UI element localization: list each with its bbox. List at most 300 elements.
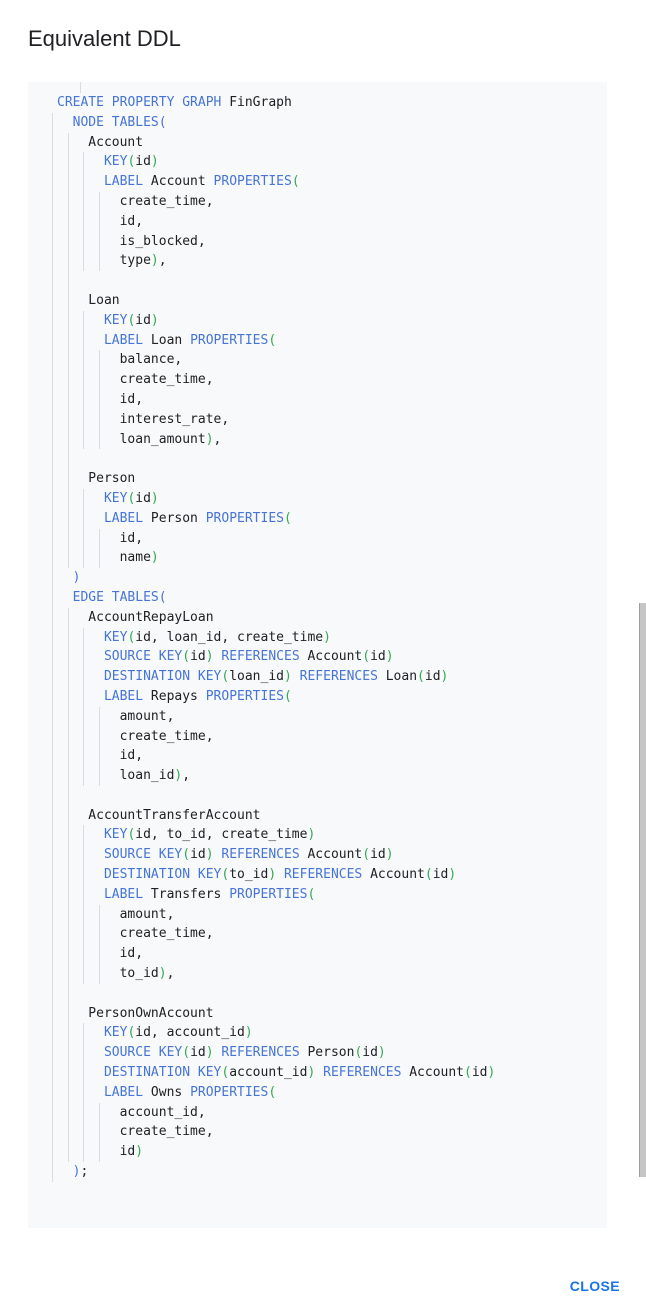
indent-guide <box>99 727 100 747</box>
indent-guide <box>99 410 100 430</box>
indent-guide <box>68 430 69 450</box>
indent-guide <box>52 746 53 766</box>
code-line <box>28 350 607 370</box>
indent-guide <box>52 1122 53 1142</box>
code-token: Person <box>299 1045 355 1061</box>
code-line <box>28 628 607 648</box>
code-line <box>28 588 607 608</box>
code-line <box>28 608 607 628</box>
window-scrollbar-thumb[interactable] <box>639 603 646 1177</box>
code-token: , <box>158 253 167 269</box>
indent-guide <box>99 746 100 766</box>
code-line <box>28 944 607 964</box>
indent-guide <box>52 152 53 172</box>
code-token: ( <box>424 867 433 883</box>
indent-guide <box>68 687 69 707</box>
indent-guide <box>83 390 84 410</box>
indent-guide <box>52 964 53 984</box>
indent-guide <box>52 924 53 944</box>
ddl-code <box>28 82 607 1182</box>
code-token: create_time, <box>119 193 214 209</box>
indent-guide <box>52 251 53 271</box>
code-token: id <box>362 1045 378 1061</box>
code-token: id <box>370 847 386 863</box>
code-line <box>28 1142 607 1162</box>
code-token: id, <box>119 213 144 229</box>
indent-guide <box>52 1103 53 1123</box>
indent-guide <box>68 1023 69 1043</box>
indent-guide <box>83 1023 84 1043</box>
code-line <box>28 1122 607 1142</box>
code-token: id <box>190 1045 206 1061</box>
code-line <box>28 1043 607 1063</box>
indent-guide <box>99 548 100 568</box>
code-line <box>28 687 607 707</box>
indent-guide <box>52 370 53 390</box>
code-token: ( <box>307 886 316 902</box>
code-token: amount, <box>119 708 175 724</box>
indent-guide <box>68 1103 69 1123</box>
code-line <box>28 568 607 588</box>
indent-guide <box>68 192 69 212</box>
code-token: PROPERTIES <box>229 886 308 902</box>
indent-guide <box>68 1122 69 1142</box>
indent-guide <box>68 331 69 351</box>
code-token: KEY <box>103 154 128 170</box>
code-line <box>28 152 607 172</box>
indent-guide <box>52 232 53 252</box>
indent-guide <box>52 469 53 489</box>
code-token: PROPERTIES <box>190 332 269 348</box>
indent-guide <box>52 529 53 549</box>
indent-guide <box>83 489 84 509</box>
code-token: id <box>190 847 206 863</box>
indent-guide <box>83 370 84 390</box>
code-line <box>28 885 607 905</box>
indent-guide <box>52 588 53 608</box>
code-token: id, account_id <box>135 1025 245 1041</box>
code-token: ) <box>323 629 331 645</box>
code-token: LABEL <box>103 688 144 704</box>
indent-guide <box>99 707 100 727</box>
code-line <box>28 1063 607 1083</box>
code-token: create_time, <box>119 372 214 388</box>
code-token: ( <box>127 827 136 843</box>
code-line <box>28 806 607 826</box>
code-token: ) <box>377 1045 386 1061</box>
code-token: LABEL <box>103 886 144 902</box>
code-token: REFERENCES <box>291 669 378 685</box>
indent-guide <box>52 707 53 727</box>
code-token: loan_id <box>229 669 284 685</box>
code-token: Account <box>88 134 144 150</box>
code-token: LABEL <box>103 510 144 526</box>
code-token: Person <box>88 471 136 487</box>
indent-guide <box>52 212 53 232</box>
indent-guide <box>52 350 53 370</box>
indent-guide <box>52 1142 53 1162</box>
indent-guide <box>68 786 69 806</box>
code-token: ) <box>72 1164 81 1180</box>
code-line <box>28 667 607 687</box>
indent-guide <box>68 410 69 430</box>
indent-guide <box>52 1083 53 1103</box>
code-token: ( <box>127 1025 136 1041</box>
indent-guide <box>68 885 69 905</box>
indent-guide <box>99 766 100 786</box>
code-token: AccountTransferAccount <box>88 807 261 823</box>
indent-guide <box>99 905 100 925</box>
indent-guide <box>68 707 69 727</box>
code-token: DESTINATION KEY <box>103 669 222 685</box>
code-token: to_id <box>229 867 269 883</box>
code-token: id <box>471 1065 488 1081</box>
indent-guide <box>68 1142 69 1162</box>
indent-guide <box>52 984 53 1004</box>
indent-guide <box>99 350 100 370</box>
indent-guide <box>68 350 69 370</box>
indent-guide <box>52 390 53 410</box>
indent-guide <box>68 1043 69 1063</box>
indent-guide <box>99 924 100 944</box>
code-line <box>28 647 607 667</box>
code-token: ) <box>150 490 159 506</box>
indent-guide <box>83 667 84 687</box>
code-token: id <box>424 669 441 685</box>
indent-guide <box>52 628 53 648</box>
indent-guide <box>68 212 69 232</box>
code-token: ) <box>448 867 457 883</box>
indent-guide <box>68 825 69 845</box>
code-token: ( <box>158 589 167 605</box>
code-token: Repays <box>143 688 206 704</box>
code-token: ( <box>291 174 300 190</box>
indent-guide <box>68 746 69 766</box>
code-line <box>28 489 607 509</box>
indent-guide <box>99 430 100 450</box>
code-token: ) <box>174 768 183 784</box>
code-token: type <box>119 253 151 269</box>
code-line <box>28 1083 607 1103</box>
code-line <box>28 727 607 747</box>
code-line <box>28 825 607 845</box>
indent-guide <box>83 331 84 351</box>
code-token: ) <box>205 431 214 447</box>
code-token: ) <box>307 1065 316 1081</box>
code-token: ( <box>221 1065 230 1081</box>
code-token: ; <box>80 1164 89 1180</box>
code-token: account_id <box>229 1065 308 1081</box>
indent-guide <box>83 1043 84 1063</box>
indent-guide <box>99 1103 100 1123</box>
code-token: Account <box>299 649 363 665</box>
indent-guide <box>52 845 53 865</box>
indent-guide <box>83 727 84 747</box>
code-token: ( <box>127 629 136 645</box>
indent-guide <box>52 944 53 964</box>
indent-guide <box>68 766 69 786</box>
indent-guide <box>83 192 84 212</box>
code-token: amount, <box>119 906 175 922</box>
code-token: ) <box>150 550 159 566</box>
code-token: ( <box>127 154 136 170</box>
code-token: SOURCE KEY <box>103 847 183 863</box>
indent-guide <box>52 667 53 687</box>
code-token: id, <box>119 946 144 962</box>
code-line <box>28 192 607 212</box>
code-token: ( <box>354 1045 363 1061</box>
indent-guide <box>83 1083 84 1103</box>
indent-guide <box>68 905 69 925</box>
indent-guide <box>52 825 53 845</box>
code-line <box>28 291 607 311</box>
indent-guide <box>68 1063 69 1083</box>
indent-guide <box>83 509 84 529</box>
indent-guide <box>52 568 53 588</box>
code-token: Account <box>362 867 425 883</box>
code-token: Loan <box>88 292 120 308</box>
code-line <box>28 271 607 291</box>
indent-guide <box>83 152 84 172</box>
indent-guide <box>83 410 84 430</box>
code-token: CREATE PROPERTY GRAPH <box>57 95 222 110</box>
code-token: ( <box>221 669 230 685</box>
indent-guide <box>68 1004 69 1024</box>
indent-guide <box>99 232 100 252</box>
indent-guide <box>52 133 53 153</box>
code-token: ( <box>362 847 371 863</box>
indent-guide <box>83 430 84 450</box>
code-token: ( <box>221 867 230 883</box>
indent-guide <box>68 152 69 172</box>
code-token: id, <box>119 530 144 546</box>
indent-guide <box>52 608 53 628</box>
code-token: ( <box>284 688 292 704</box>
indent-guide <box>52 1043 53 1063</box>
code-token: to_id <box>119 966 159 982</box>
code-line <box>28 1162 607 1182</box>
code-token: ( <box>268 332 277 348</box>
code-line <box>28 212 607 232</box>
indent-guide <box>83 1142 84 1162</box>
indent-guide <box>52 489 53 509</box>
code-token: AccountRepayLoan <box>88 609 214 625</box>
code-token: Loan <box>377 669 418 685</box>
code-token: ( <box>464 1065 472 1081</box>
indent-guide <box>83 766 84 786</box>
indent-guide <box>68 845 69 865</box>
indent-guide <box>52 1023 53 1043</box>
code-token: name <box>119 550 151 566</box>
indent-guide <box>52 687 53 707</box>
code-token: , <box>182 768 191 784</box>
indent-guide <box>83 350 84 370</box>
code-token: PersonOwnAccount <box>88 1005 214 1021</box>
code-token: REFERENCES <box>213 649 300 665</box>
code-token: Account <box>299 847 363 863</box>
indent-guide <box>68 251 69 271</box>
indent-guide <box>52 885 53 905</box>
indent-guide <box>83 548 84 568</box>
indent-guide <box>83 1103 84 1123</box>
code-token: ) <box>150 154 159 170</box>
indent-guide <box>68 924 69 944</box>
code-token: REFERENCES <box>213 847 300 863</box>
indent-guide <box>68 509 69 529</box>
indent-guide <box>68 271 69 291</box>
code-line <box>28 1023 607 1043</box>
code-token: balance, <box>119 352 183 368</box>
close-button[interactable]: CLOSE <box>562 1272 628 1300</box>
indent-guide <box>83 944 84 964</box>
code-token: id, <box>119 748 144 764</box>
code-token: ( <box>182 1045 191 1061</box>
indent-guide <box>68 608 69 628</box>
code-token: ( <box>127 312 136 328</box>
code-token: ( <box>158 114 167 130</box>
code-line <box>28 865 607 885</box>
code-line <box>28 311 607 331</box>
code-token: , <box>166 966 175 982</box>
indent-guide <box>52 291 53 311</box>
code-token: ) <box>307 827 316 843</box>
code-token: ) <box>487 1065 496 1081</box>
code-line <box>28 845 607 865</box>
code-line <box>28 449 607 469</box>
code-line <box>28 1103 607 1123</box>
code-token: loan_amount <box>119 431 206 447</box>
code-token: ) <box>158 966 167 982</box>
code-token: id <box>370 649 386 665</box>
indent-guide <box>68 311 69 331</box>
indent-guide <box>52 548 53 568</box>
indent-guide <box>52 192 53 212</box>
indent-guide <box>99 1122 100 1142</box>
code-line <box>28 172 607 192</box>
dialog-title: Equivalent DDL <box>28 26 181 51</box>
code-token: KEY <box>103 1025 128 1041</box>
code-token: ) <box>72 570 81 586</box>
code-token: EDGE TABLES <box>72 589 159 605</box>
code-token: ( <box>182 649 191 665</box>
code-token: interest_rate, <box>119 411 230 427</box>
indent-guide <box>99 192 100 212</box>
indent-guide <box>68 529 69 549</box>
indent-guide <box>83 647 84 667</box>
indent-guide <box>52 806 53 826</box>
code-token: NODE TABLES <box>72 114 159 130</box>
indent-guide <box>83 529 84 549</box>
indent-guide <box>68 469 69 489</box>
ddl-code-block <box>28 82 607 1228</box>
code-line <box>28 509 607 529</box>
code-line <box>28 548 607 568</box>
code-token: ) <box>268 867 277 883</box>
indent-guide <box>99 251 100 271</box>
code-token: ) <box>205 1045 214 1061</box>
code-token: id <box>135 154 151 170</box>
indent-guide <box>68 172 69 192</box>
code-token: ) <box>385 847 394 863</box>
indent-guide <box>83 212 84 232</box>
code-line <box>28 232 607 252</box>
indent-guide <box>68 865 69 885</box>
code-token: ) <box>205 649 214 665</box>
code-token: PROPERTIES <box>213 174 292 190</box>
code-line <box>28 786 607 806</box>
code-token: id, <box>119 391 144 407</box>
code-token: LABEL <box>103 332 144 348</box>
code-token: ) <box>150 253 159 269</box>
code-token: DESTINATION KEY <box>103 1065 222 1081</box>
code-line <box>28 410 607 430</box>
indent-guide <box>68 806 69 826</box>
indent-guide <box>68 628 69 648</box>
code-token: create_time, <box>119 926 214 942</box>
indent-guide <box>52 311 53 331</box>
indent-guide <box>83 905 84 925</box>
code-line <box>28 924 607 944</box>
code-token: SOURCE KEY <box>103 649 183 665</box>
code-line <box>28 390 607 410</box>
code-line <box>28 93 607 113</box>
indent-guide <box>52 786 53 806</box>
indent-guide <box>68 449 69 469</box>
code-line <box>28 529 607 549</box>
code-token: KEY <box>103 490 128 506</box>
indent-guide <box>52 865 53 885</box>
code-token: ) <box>150 312 159 328</box>
code-token: ( <box>284 510 292 526</box>
code-line <box>28 905 607 925</box>
code-line <box>28 964 607 984</box>
indent-guide <box>68 133 69 153</box>
code-token: Transfers <box>143 886 230 902</box>
indent-guide <box>83 845 84 865</box>
indent-guide <box>52 905 53 925</box>
indent-guide <box>99 390 100 410</box>
code-token: ( <box>417 669 425 685</box>
code-line <box>28 766 607 786</box>
indent-guide <box>83 251 84 271</box>
indent-guide <box>80 82 81 93</box>
indent-guide <box>52 449 53 469</box>
indent-guide <box>83 1122 84 1142</box>
indent-guide <box>83 885 84 905</box>
indent-guide <box>83 964 84 984</box>
indent-guide <box>52 1063 53 1083</box>
code-line <box>28 331 607 351</box>
code-line <box>28 113 607 133</box>
code-token: Loan <box>143 332 191 348</box>
indent-guide <box>52 766 53 786</box>
code-token: DESTINATION KEY <box>103 867 222 883</box>
code-token: FinGraph <box>221 95 292 110</box>
indent-guide <box>68 964 69 984</box>
code-token: id <box>135 490 151 506</box>
code-token: id <box>190 649 206 665</box>
indent-guide <box>52 647 53 667</box>
code-token: loan_id <box>119 768 175 784</box>
code-token: ( <box>268 1084 277 1100</box>
code-token: ( <box>127 490 136 506</box>
code-token: PROPERTIES <box>190 1084 269 1100</box>
indent-guide <box>99 212 100 232</box>
code-token: id, loan_id, create_time <box>135 629 324 645</box>
indent-guide <box>52 509 53 529</box>
indent-guide <box>52 172 53 192</box>
code-token: Account <box>401 1065 465 1081</box>
